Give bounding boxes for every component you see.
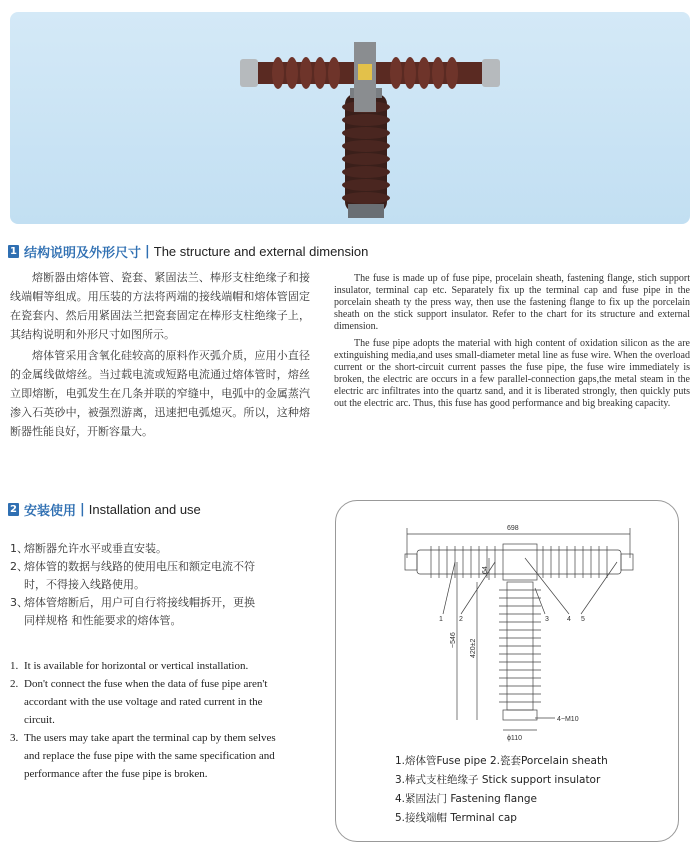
insulator-dimension-label: 420±2 bbox=[470, 638, 477, 658]
callout-3: 3 bbox=[545, 616, 549, 623]
fuse-photo-illustration bbox=[10, 12, 690, 224]
item-text: 熔断器允许水平或垂直安装。 bbox=[24, 542, 167, 555]
legend-item: 1.熔体管Fuse pipe 2.瓷套Porcelain sheath bbox=[395, 755, 608, 767]
section1-number: 1 bbox=[8, 245, 19, 258]
legend-item: 4.紧固法门 Fastening flange bbox=[395, 793, 537, 805]
structure-en-paragraph-1: The fuse is made up of fuse pipe, procelain sheath, fastening flange, stich support insulator, terminal cap etc. Separately fix up the terminal cap and fuse pipe in the porcelain sheath ty the press way, then use the fastening flange to fix up the porcelain sheath on the stick support insulator. Refer to the chart for its structure and external dimension. bbox=[334, 273, 690, 332]
list-item bbox=[10, 729, 292, 783]
dimension-drawing bbox=[395, 518, 655, 748]
list-item bbox=[10, 558, 265, 594]
item-number: 1. bbox=[10, 660, 19, 672]
callout-1: 1 bbox=[439, 616, 443, 623]
section2-title-en: Installation and use bbox=[88, 502, 201, 517]
section1-title-cn: 结构说明及外形尺寸 bbox=[24, 246, 142, 261]
structure-en-paragraph-2: The fuse pipe adopts the material with high content of oxidation silicon as the are extinguishing media,and uses small-diameter metal line as fuse wire. When the overload current or the short-circuit current passes the fuse pipe, the fuse wire immediately is broken, the electric are occurs in a few parallel-connection gaps,the metal steam in the electric arc infiltrates into the quartz sand, and it is liberated strongly, then quickly puts out the electric arc. Thus, this fuse has good performance and big breaking capacity. bbox=[334, 338, 690, 409]
item-number: 3. bbox=[10, 732, 19, 744]
list-item bbox=[10, 594, 265, 630]
section2-title-cn: 安装使用 bbox=[24, 504, 77, 519]
section1-title-en: The structure and external dimension bbox=[153, 244, 369, 259]
list-item bbox=[10, 540, 265, 558]
drawing-legend bbox=[395, 752, 608, 828]
structure-cn-paragraph-1: 熔断器由熔体管、瓷套、紧固法兰、棒形支柱绝缘子和接线端帽等组成。用压装的方法将两端的接线端帽和熔体管固定在瓷套内、然后用紧固法兰把瓷套固定在棒形支柱绝缘子上，其结构说明和外形尺寸如图所示。 bbox=[10, 271, 310, 341]
product-photo bbox=[10, 12, 690, 224]
cap-dimension-label: 64 bbox=[482, 566, 489, 574]
item-text: 熔体管熔断后，用户可自行将接线帽拆开，更换同样规格 和性能要求的熔体管。 bbox=[24, 596, 255, 627]
list-item bbox=[10, 657, 292, 675]
legend-item: 5.接线端帽 Terminal cap bbox=[395, 812, 517, 824]
bolt-label: 4−M10 bbox=[557, 716, 579, 723]
item-number: 2. bbox=[10, 678, 19, 690]
title-separator: | bbox=[80, 502, 85, 517]
section2-header bbox=[8, 500, 201, 519]
callout-2: 2 bbox=[459, 616, 463, 623]
structure-cn-paragraph-2: 熔体管采用含氧化硅较高的原料作灭弧介质，应用小直径的金属线做熔丝。当过载电流或短路电流通过熔体管时，熔丝立即熔断，电弧发生在几条并联的窄缝中，电弧中的金属蒸汽渗入石英砂中，被强烈游离，迅速把电弧熄灭。所以，这种熔断器性能良好，开断容量大。 bbox=[10, 349, 310, 438]
item-number: 1、 bbox=[10, 542, 28, 555]
list-item bbox=[10, 675, 292, 729]
installation-cn-list bbox=[10, 540, 265, 630]
base-diameter-label: ϕ110 bbox=[507, 735, 523, 742]
callout-4: 4 bbox=[567, 616, 571, 623]
item-text: The users may take apart the terminal cap by them selves and replace the fuse pipe with the same specification and performance after the fuse pipe is broken. bbox=[24, 732, 276, 780]
item-text: It is available for horizontal or vertical installation. bbox=[24, 660, 249, 672]
section1-header bbox=[8, 242, 368, 261]
width-dimension-label: 698 bbox=[507, 525, 519, 532]
installation-en-list bbox=[10, 657, 292, 783]
legend-item: 3.棒式支柱绝缘子 Stick support insulator bbox=[395, 774, 601, 786]
item-text: Don't connect the fuse when the data of fuse pipe aren't accordant with the use voltage and rated current in the circuit. bbox=[24, 678, 268, 726]
item-number: 2、 bbox=[10, 560, 28, 573]
item-number: 3、 bbox=[10, 596, 28, 609]
section2-number: 2 bbox=[8, 503, 19, 516]
item-text: 熔体管的数据与线路的使用电压和额定电流不符时，不得接入线路使用。 bbox=[24, 560, 255, 591]
callout-5: 5 bbox=[581, 616, 585, 623]
height-dimension-label: ~546 bbox=[450, 632, 457, 648]
title-separator: | bbox=[145, 244, 150, 259]
